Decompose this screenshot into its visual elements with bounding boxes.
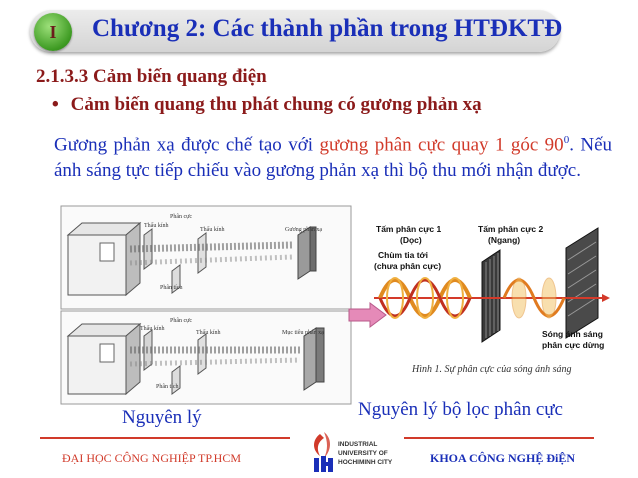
section-heading: 2.1.3.3 Cảm biến quang điện	[36, 66, 267, 87]
label-thau-kinh-1: Thấu kính	[144, 223, 169, 229]
polarizer-2-icon	[566, 228, 598, 338]
retroreflective-diagram-top	[60, 205, 352, 310]
retroreflective-diagram-bottom	[60, 310, 352, 405]
logo-line2: UNIVERSITY OF	[338, 450, 388, 457]
label-polarizer1-sub: (Dọc)	[400, 235, 422, 245]
sensor-housing	[68, 223, 140, 295]
label-guong: Gương phản xạ	[285, 227, 323, 233]
caption-left: Nguyên lý	[122, 407, 202, 428]
sensor-housing	[68, 324, 140, 394]
logo-line3: HOCHIMINH CITY	[338, 459, 393, 466]
reflector-mirror	[298, 227, 316, 279]
caption-right: Nguyên lý bộ lọc phân cực	[358, 399, 563, 420]
label-wave-1: Sóng ánh sáng	[542, 329, 603, 339]
paragraph-highlight: gương phân cực quay 1 góc 90	[319, 134, 564, 156]
university-logo	[306, 428, 402, 474]
chapter-badge-label: I	[49, 22, 57, 42]
footer-university: ĐẠI HỌC CÔNG NGHIỆP TP.HCM	[62, 451, 242, 465]
label-polarizer2-sub: (Ngang)	[488, 235, 521, 245]
label-thau-kinh-2: Thấu kính	[196, 330, 221, 336]
footer-divider-left	[40, 437, 290, 439]
polarizer-1-icon	[482, 250, 500, 342]
label-phan-cuc: Phân cực	[170, 318, 193, 324]
bullet-dot: •	[52, 94, 59, 115]
bullet-text: Cảm biến quang thu phát chung có gương phản xạ	[70, 94, 482, 115]
label-phan-cuc: Phân cực	[170, 214, 193, 220]
paragraph-part2: . Nếu ánh sáng tực tiếp chiếu vào gương phản xạ thì bộ thu mới nhận được.	[54, 134, 612, 182]
body-paragraph	[54, 127, 612, 184]
label-phan-tich: Phân tích	[160, 285, 183, 291]
footer-faculty: KHOA CÔNG NGHỆ ĐiỆN	[430, 451, 576, 465]
footer-divider-right	[404, 437, 594, 439]
label-phan-tich: Phân tích	[156, 384, 179, 390]
chapter-title: Chương 2: Các thành phần trong HTĐKTĐ	[92, 15, 563, 42]
logo-line1: INDUSTRIAL	[338, 441, 378, 448]
label-beam-1: Chùm tia tới	[378, 250, 428, 260]
bullet-item	[52, 94, 482, 116]
label-thau-kinh-1: Thấu kính	[140, 326, 165, 332]
figure-caption: Hình 1. Sự phân cực của sóng ánh sáng	[412, 364, 572, 375]
reflector-target	[304, 328, 324, 390]
polarized-wave	[504, 278, 564, 318]
label-beam-2: (chưa phân cực)	[374, 261, 442, 271]
polarization-figure	[370, 218, 620, 383]
polarizer-plate	[198, 334, 206, 374]
paragraph-part1: Gương phản xạ được chế tạo với	[54, 134, 320, 156]
label-polarizer2: Tấm phân cực 2	[478, 224, 544, 234]
paragraph-degree: 0	[563, 134, 570, 146]
chapter-badge	[34, 13, 72, 51]
label-muc-tieu: Mục tiêu phản xạ	[282, 330, 324, 336]
label-polarizer1: Tấm phân cực 1	[376, 224, 442, 234]
label-thau-kinh-2: Thấu kính	[200, 227, 225, 233]
polarizer-plate	[198, 233, 206, 273]
label-wave-2: phân cực dừng	[542, 340, 605, 350]
